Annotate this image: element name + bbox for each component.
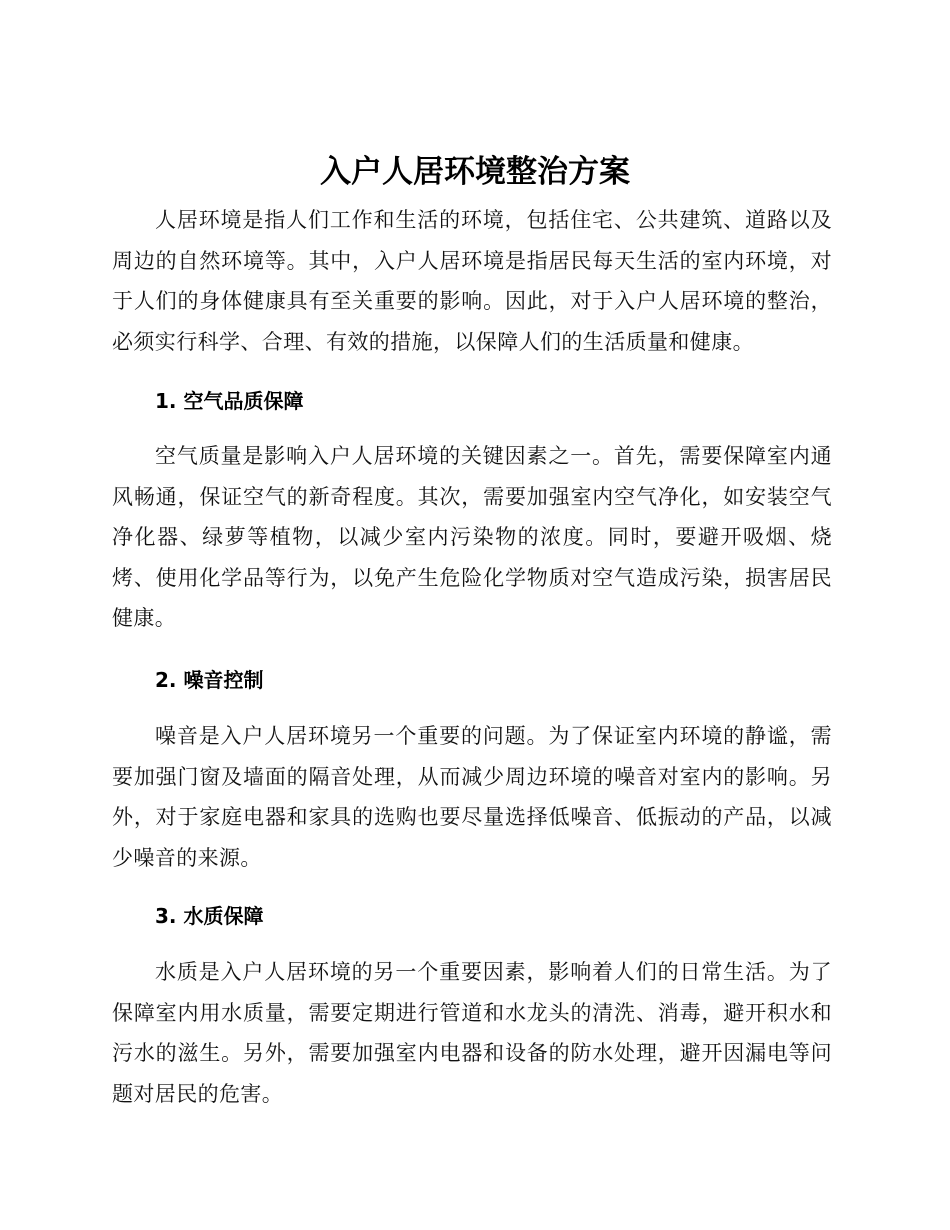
intro-paragraph: 人居环境是指人们工作和生活的环境，包括住宅、公共建筑、道路以及周边的自然环境等。其中，入户人居环境是指居民每天生活的室内环境，对于人们的身体健康具有至关重要的影响。因此，对于入户人居环境的整治，必须实行科学、合理、有效的措施，以保障人们的生活质量和健康。 (112, 208, 832, 354)
section-heading-air-quality: 1. 空气品质保障 (155, 389, 304, 413)
section-body-air-quality: 空气质量是影响入户人居环境的关键因素之一。首先，需要保障室内通风畅通，保证空气的新奇程度。其次，需要加强室内空气净化，如安装空气净化器、绿萝等植物，以减少室内污染物的浓度。同时，要避开吸烟、烧烤、使用化学品等行为，以免产生危险化学物质对空气造成污染，损害居民健康。 (112, 444, 832, 630)
section-heading-water-quality: 3. 水质保障 (155, 904, 264, 928)
document-title: 入户人居环境整治方案 (320, 154, 630, 190)
section-body-water-quality: 水质是入户人居环境的另一个重要因素，影响着人们的日常生活。为了保障室内用水质量，需要定期进行管道和水龙头的清洗、消毒，避开积水和污水的滋生。另外，需要加强室内电器和设备的防水处理，避开因漏电等问题对居民的危害。 (112, 960, 832, 1106)
section-body-noise-control: 噪音是入户人居环境另一个重要的问题。为了保证室内环境的静谧，需要加强门窗及墙面的隔音处理，从而减少周边环境的噪音对室内的影响。另外，对于家庭电器和家具的选购也要尽量选择低噪音、低振动的产品，以减少噪音的来源。 (112, 724, 832, 870)
section-heading-noise-control: 2. 噪音控制 (155, 668, 264, 692)
